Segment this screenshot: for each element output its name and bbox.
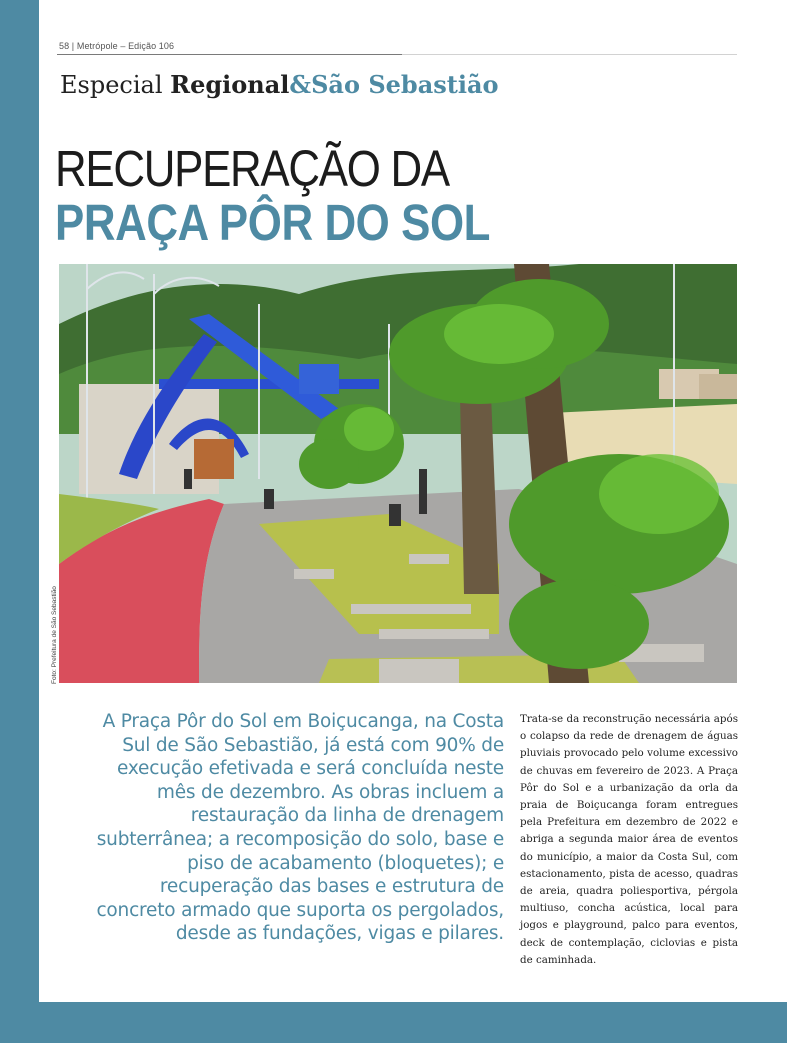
section-word-regional: Regional <box>170 70 290 99</box>
section-word-city: &São Sebastião <box>289 70 499 99</box>
article-lede: A Praça Pôr do Sol em Boiçucanga, na Costa Sul de São Sebastião, já está com 90% de execução efetivada e será concluída neste mês de dezembro. As obras incluem a restauração da linha de drenagem subterrânea; a recomposição do solo, base e piso de acabamento (bloquetes); e recuperação das bases e estrutura de concreto armado que suporta os pergolados, desde as fundações, vigas e pilares. <box>96 711 504 945</box>
section-word-especial: Especial <box>60 71 163 99</box>
photo-credit: Foto: Prefeitura de São Sebastião <box>51 586 58 684</box>
article-photo <box>59 264 737 683</box>
magazine-page <box>39 0 787 1002</box>
article-body: Trata-se da reconstrução necessária após o colapso da rede de drenagem de águas pluviais provocado pelo volume excessivo de chuvas em fevereiro de 2023. A Praça Pôr do Sol e a urbanização da orla da praia de Boiçucanga foram entregues pela Prefeitura em dezembro de 2022 e abriga a segunda maior área de eventos do município, a maior da Costa Sul, com estacionamento, pista de acesso, quadras de areia, quadra poliesportiva, pérgola multiuso, concha acústica, local para jogos e playground, palco para eventos, deck de contemplação, ciclovias e pista de caminhada. <box>520 713 738 966</box>
headline-line-1: RECUPERAÇÃO DA <box>55 140 449 197</box>
folio-rule-light <box>402 54 737 55</box>
folio-rule <box>57 54 402 55</box>
plaza-photo-illustration <box>59 264 737 683</box>
section-label <box>60 70 499 99</box>
page-bottom-border <box>0 1002 787 1043</box>
headline-line-2: PRAÇA PÔR DO SOL <box>55 194 490 251</box>
page-folio: 58 | Metrópole – Edição 106 <box>59 41 175 51</box>
